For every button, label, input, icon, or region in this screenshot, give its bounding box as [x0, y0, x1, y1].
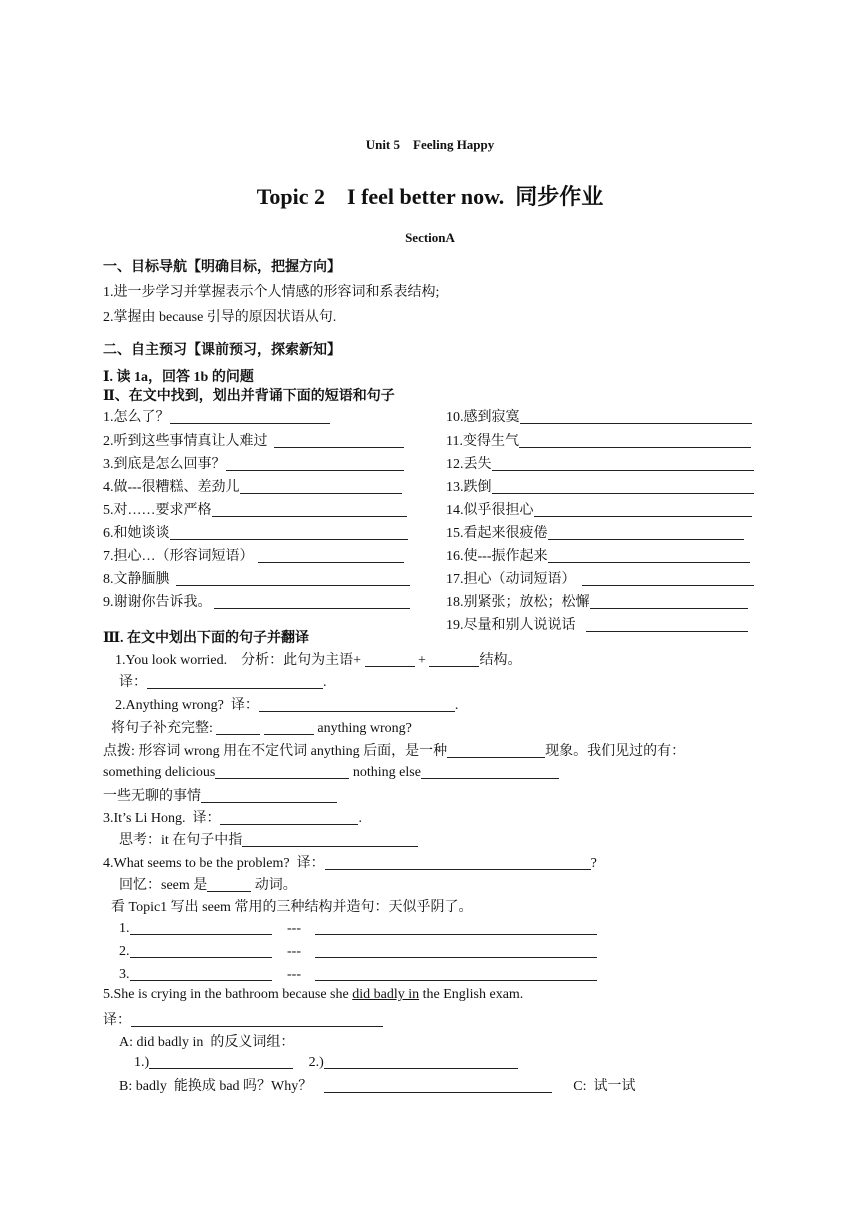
q5-translation: 译：: [103, 1009, 383, 1029]
list-item: 10.感到寂寞: [446, 406, 752, 426]
answer-blank[interactable]: [207, 876, 251, 892]
q4-line: 4.What seems to be the problem? 译： ?: [103, 856, 597, 871]
answer-blank[interactable]: [447, 742, 545, 758]
list-item: 8.文静腼腆: [103, 568, 410, 588]
list-item: 15.看起来很疲倦: [446, 522, 744, 542]
list-item: 9.谢谢你告诉我。: [103, 591, 410, 611]
answer-blank[interactable]: [534, 501, 752, 517]
part1-heading: 一、目标导航【明确目标，把握方向】: [103, 260, 341, 275]
q5-b: B: badly 能换成 bad 吗？Why？ C: 试一试: [119, 1079, 636, 1094]
list-item: 19.尽量和别人说说话: [446, 614, 748, 634]
answer-blank[interactable]: [519, 432, 751, 448]
part2-heading: 二、自主预习【课前预习，探索新知】: [103, 343, 341, 358]
list-item: 3.到底是怎么回事？: [103, 453, 404, 473]
q2-fill: 将句子补充完整: anything wrong?: [111, 721, 412, 736]
answer-blank[interactable]: [259, 696, 455, 712]
list-item: 2.听到这些事情真让人难过: [103, 430, 404, 450]
answer-blank[interactable]: [147, 673, 323, 689]
answer-blank[interactable]: [429, 651, 479, 667]
list-item: 13.跌倒: [446, 476, 754, 496]
answer-blank[interactable]: [325, 854, 591, 870]
answer-blank[interactable]: [130, 919, 272, 935]
answer-blank[interactable]: [216, 719, 260, 735]
answer-blank[interactable]: [170, 408, 330, 424]
tip-line-a: 点拨: 形容词 wrong 用在不定代词 anything 后面，是一种 现象。我们见过的有：: [103, 744, 686, 759]
list-item: 5.对……要求严格: [103, 499, 407, 519]
q3-think: 思考：it 在句子中指: [119, 829, 418, 849]
answer-blank[interactable]: [242, 831, 418, 847]
part1-item1: 1.进一步学习并掌握表示个人情感的形容词和系表结构;: [103, 285, 440, 300]
answer-blank[interactable]: [582, 570, 754, 586]
answer-blank[interactable]: [315, 919, 597, 935]
unit-title: Unit 5 Feeling Happy: [365, 137, 495, 152]
list-item: 17.担心（动词短语）: [446, 568, 754, 588]
list-item: 11.变得生气: [446, 430, 751, 450]
answer-blank[interactable]: [315, 942, 597, 958]
answer-blank[interactable]: [365, 651, 415, 667]
answer-blank[interactable]: [590, 593, 748, 609]
answer-blank[interactable]: [240, 478, 402, 494]
answer-blank[interactable]: [131, 1011, 383, 1027]
answer-blank[interactable]: [170, 524, 408, 540]
list-item: 14.似乎很担心: [446, 499, 752, 519]
answer-blank[interactable]: [315, 965, 597, 981]
tip-line-c: 一些无聊的事情: [103, 785, 337, 805]
answer-blank[interactable]: [264, 719, 314, 735]
answer-blank[interactable]: [149, 1053, 293, 1069]
part2-sub2: Ⅱ、在文中找到，划出并背诵下面的短语和句子: [103, 389, 395, 404]
answer-blank[interactable]: [324, 1053, 518, 1069]
answer-blank[interactable]: [226, 455, 404, 471]
answer-blank[interactable]: [258, 547, 404, 563]
answer-blank[interactable]: [421, 763, 559, 779]
answer-blank[interactable]: [201, 787, 337, 803]
answer-blank[interactable]: [548, 524, 744, 540]
list-item: 6.和她谈谈: [103, 522, 408, 542]
q5-a-answers: 1.) 2.): [134, 1053, 518, 1071]
list-item: 4.做---很糟糕、差劲儿: [103, 476, 402, 496]
list-item: 12.丢失: [446, 453, 754, 473]
list-item: 16.使---振作起来: [446, 545, 750, 565]
q5-line: 5.She is crying in the bathroom because she did badly in the English exam.: [103, 987, 524, 1002]
q4-recall: 回忆：seem 是 动词。: [119, 878, 297, 893]
underlined-phrase: did badly in: [352, 987, 420, 1002]
topic-title: Topic 2 I feel better now. 同步作业: [256, 184, 604, 209]
answer-blank[interactable]: [274, 432, 404, 448]
part3-heading: Ⅲ. 在文中划出下面的句子并翻译: [103, 631, 310, 646]
answer-blank[interactable]: [586, 616, 748, 632]
list-item: 7.担心…（形容词短语）: [103, 545, 404, 565]
q4-look: 看 Topic1 写出 seem 常用的三种结构并造句：天似乎阴了。: [111, 900, 473, 915]
part2-sub1: Ⅰ. 读 1a，回答 1b 的问题: [103, 370, 254, 385]
section-title: SectionA: [405, 230, 455, 245]
answer-blank[interactable]: [176, 570, 410, 586]
q4-row: 1. ---: [119, 919, 597, 937]
answer-blank[interactable]: [130, 965, 272, 981]
q2-line: 2.Anything wrong? 译： .: [115, 698, 459, 713]
q1-line: 1.You look worried. 分析：此句为主语+ + 结构。: [115, 653, 522, 668]
answer-blank[interactable]: [492, 478, 754, 494]
tip-line-b: something delicious nothing else: [103, 763, 559, 781]
answer-blank[interactable]: [215, 763, 349, 779]
answer-blank[interactable]: [130, 942, 272, 958]
list-item: 1.怎么了？: [103, 406, 330, 426]
answer-blank[interactable]: [548, 547, 750, 563]
answer-blank[interactable]: [212, 501, 407, 517]
answer-blank[interactable]: [520, 408, 752, 424]
q3-line: 3.It’s Li Hong. 译： .: [103, 811, 362, 826]
q4-row: 3. ---: [119, 965, 597, 983]
q1-translation: 译： .: [119, 675, 327, 690]
answer-blank[interactable]: [492, 455, 754, 471]
list-item: 18.别紧张；放松；松懈: [446, 591, 748, 611]
q4-row: 2. ---: [119, 942, 597, 960]
answer-blank[interactable]: [324, 1077, 552, 1093]
q5-a: A: did badly in 的反义词组：: [119, 1035, 295, 1050]
answer-blank[interactable]: [214, 593, 410, 609]
part1-item2: 2.掌握由 because 引导的原因状语从句.: [103, 310, 337, 325]
answer-blank[interactable]: [220, 809, 358, 825]
